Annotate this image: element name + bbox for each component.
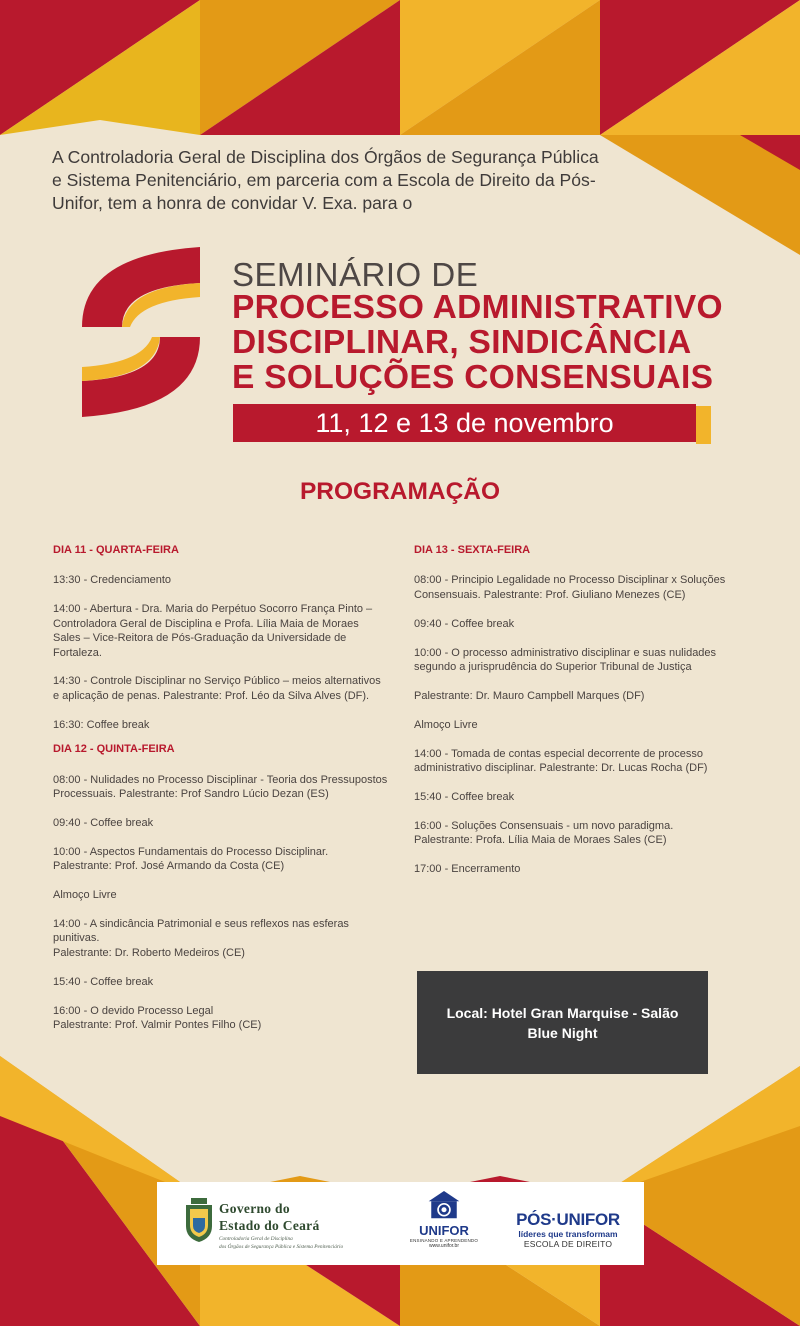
ceara-coat-of-arms-icon — [183, 1198, 215, 1242]
schedule-item: Almoço Livre — [414, 718, 478, 731]
unifor-name: UNIFOR — [419, 1223, 469, 1238]
schedule-item: 13:30 - Credenciamento — [53, 574, 172, 587]
schedule-item: 17:00 - Encerramento — [414, 863, 521, 876]
date-bar-accent — [696, 406, 711, 444]
location-box — [417, 971, 708, 1074]
schedule-item: 08:00 - Nulidades no Processo Disciplinar - Teoria dos Pressupostos Processuais. Palestrante: Prof Sandro Lúcio Dezan (ES) — [53, 773, 388, 800]
schedule-item: 16:30: Coffee break — [53, 718, 150, 731]
gov-name-line2: Estado do Ceará — [219, 1218, 320, 1233]
title-line-3: DISCIPLINAR, SINDICÂNCIA — [232, 324, 692, 361]
gov-subtitle-2: dos Órgãos de Segurança Pública e Sistema Penitenciário — [219, 1244, 344, 1250]
sponsor-logos-bar — [157, 1182, 644, 1265]
unifor-tagline: ENSINANDO E APRENDENDO — [409, 1238, 479, 1243]
event-date: 11, 12 e 13 de novembro — [233, 404, 696, 442]
schedule-item: Palestrante: Dr. Mauro Campbell Marques (DF) — [414, 689, 645, 702]
pos-unifor-tagline: líderes que transformam — [518, 1229, 618, 1239]
pos-unifor-name: PÓS·UNIFOR — [516, 1210, 620, 1229]
schedule-item: 14:00 - Tomada de contas especial decorrente de processo administrativo disciplinar. Palestrante: Dr. Lucas Rocha (DF) — [414, 747, 708, 775]
schedule-item: 15:40 - Coffee break — [414, 791, 515, 804]
unifor-url: www.unifor.br — [428, 1243, 459, 1249]
schedule-item: 15:40 - Coffee break — [53, 975, 154, 988]
schedule-item: 09:40 - Coffee break — [53, 816, 154, 829]
schedule-item: 14:30 - Controle Disciplinar no Serviço Público – meios alternativos e aplicação de penas. Palestrante: Prof. Léo da Silva Alves (DF). — [53, 675, 381, 702]
intro-text: A Controladoria Geral de Disciplina dos Órgãos de Segurança Pública e Sistema Penitenciário, em parceria com a Escola de Direito da Pós-Unifor, tem a honra de convidar V. Exa. para o — [52, 147, 599, 213]
pos-unifor-school: ESCOLA DE DIREITO — [523, 1239, 613, 1249]
title-main — [232, 290, 723, 395]
schedule-item: Palestrante: Prof. Valmir Pontes Filho (CE) — [53, 1019, 262, 1032]
schedule-item: 16:00 - O devido Processo Legal — [53, 1004, 214, 1017]
day-heading: DIA 13 - SEXTA-FEIRA — [414, 544, 531, 556]
schedule-item: Palestrante: Profa. Lília Maia de Moraes Sales (CE) — [414, 834, 667, 847]
schedule-item: 14:00 - Abertura - Dra. Maria do Perpétuo Socorro França Pinto – Controladora Geral de Disciplina e Profa. Lília Maia de Moraes Sales – Vice-Reitora de Pós-Graduação da Universidade de Fortaleza. — [53, 603, 373, 659]
location-text: Local: Hotel Gran Marquise - Salão Blue Night — [446, 1004, 679, 1041]
title-line-2: PROCESSO ADMINISTRATIVO — [232, 289, 723, 326]
seminar-logo-icon — [82, 247, 200, 417]
schedule-item: 16:00 - Soluções Consensuais - um novo paradigma. — [414, 819, 674, 832]
schedule-right-column — [414, 543, 754, 891]
schedule-item: 09:40 - Coffee break — [414, 617, 515, 630]
title-line-4: E SOLUÇÕES CONSENSUAIS — [232, 359, 714, 396]
schedule-item: 08:00 - Principio Legalidade no Processo Disciplinar x Soluções Consensuais. Palestrante: Prof. Giuliano Menezes (CE) — [414, 574, 726, 601]
gov-subtitle-1: Controladoria Geral de Disciplina — [219, 1236, 293, 1242]
day-heading: DIA 12 - QUINTA-FEIRA — [53, 743, 175, 756]
schedule-left-column — [53, 543, 388, 1047]
schedule-item: Palestrante: Dr. Roberto Medeiros (CE) — [53, 946, 245, 959]
schedule-item: Almoço Livre — [53, 889, 117, 902]
title-seminario: SEMINÁRIO DE — [232, 256, 479, 293]
gov-ceara-logo — [219, 1201, 389, 1250]
day-heading: DIA 11 - QUARTA-FEIRA — [53, 544, 179, 556]
section-title: PROGRAMAÇÃO — [299, 478, 501, 505]
gov-name-line1: Governo do — [219, 1201, 290, 1216]
schedule-item: 10:00 - O processo administrativo disciplinar e suas nulidades segundo a jurisprudência do Superior Tribunal de Justiça — [414, 646, 717, 674]
schedule-item: 10:00 - Aspectos Fundamentais do Processo Disciplinar. Palestrante: Prof. José Armando da Costa (CE) — [53, 845, 329, 873]
schedule-item: 14:00 - A sindicância Patrimonial e seus reflexos nas esferas punitivas. — [53, 918, 349, 945]
unifor-logo — [409, 1191, 479, 1249]
pos-unifor-logo — [507, 1210, 629, 1249]
unifor-emblem-icon — [427, 1191, 461, 1220]
